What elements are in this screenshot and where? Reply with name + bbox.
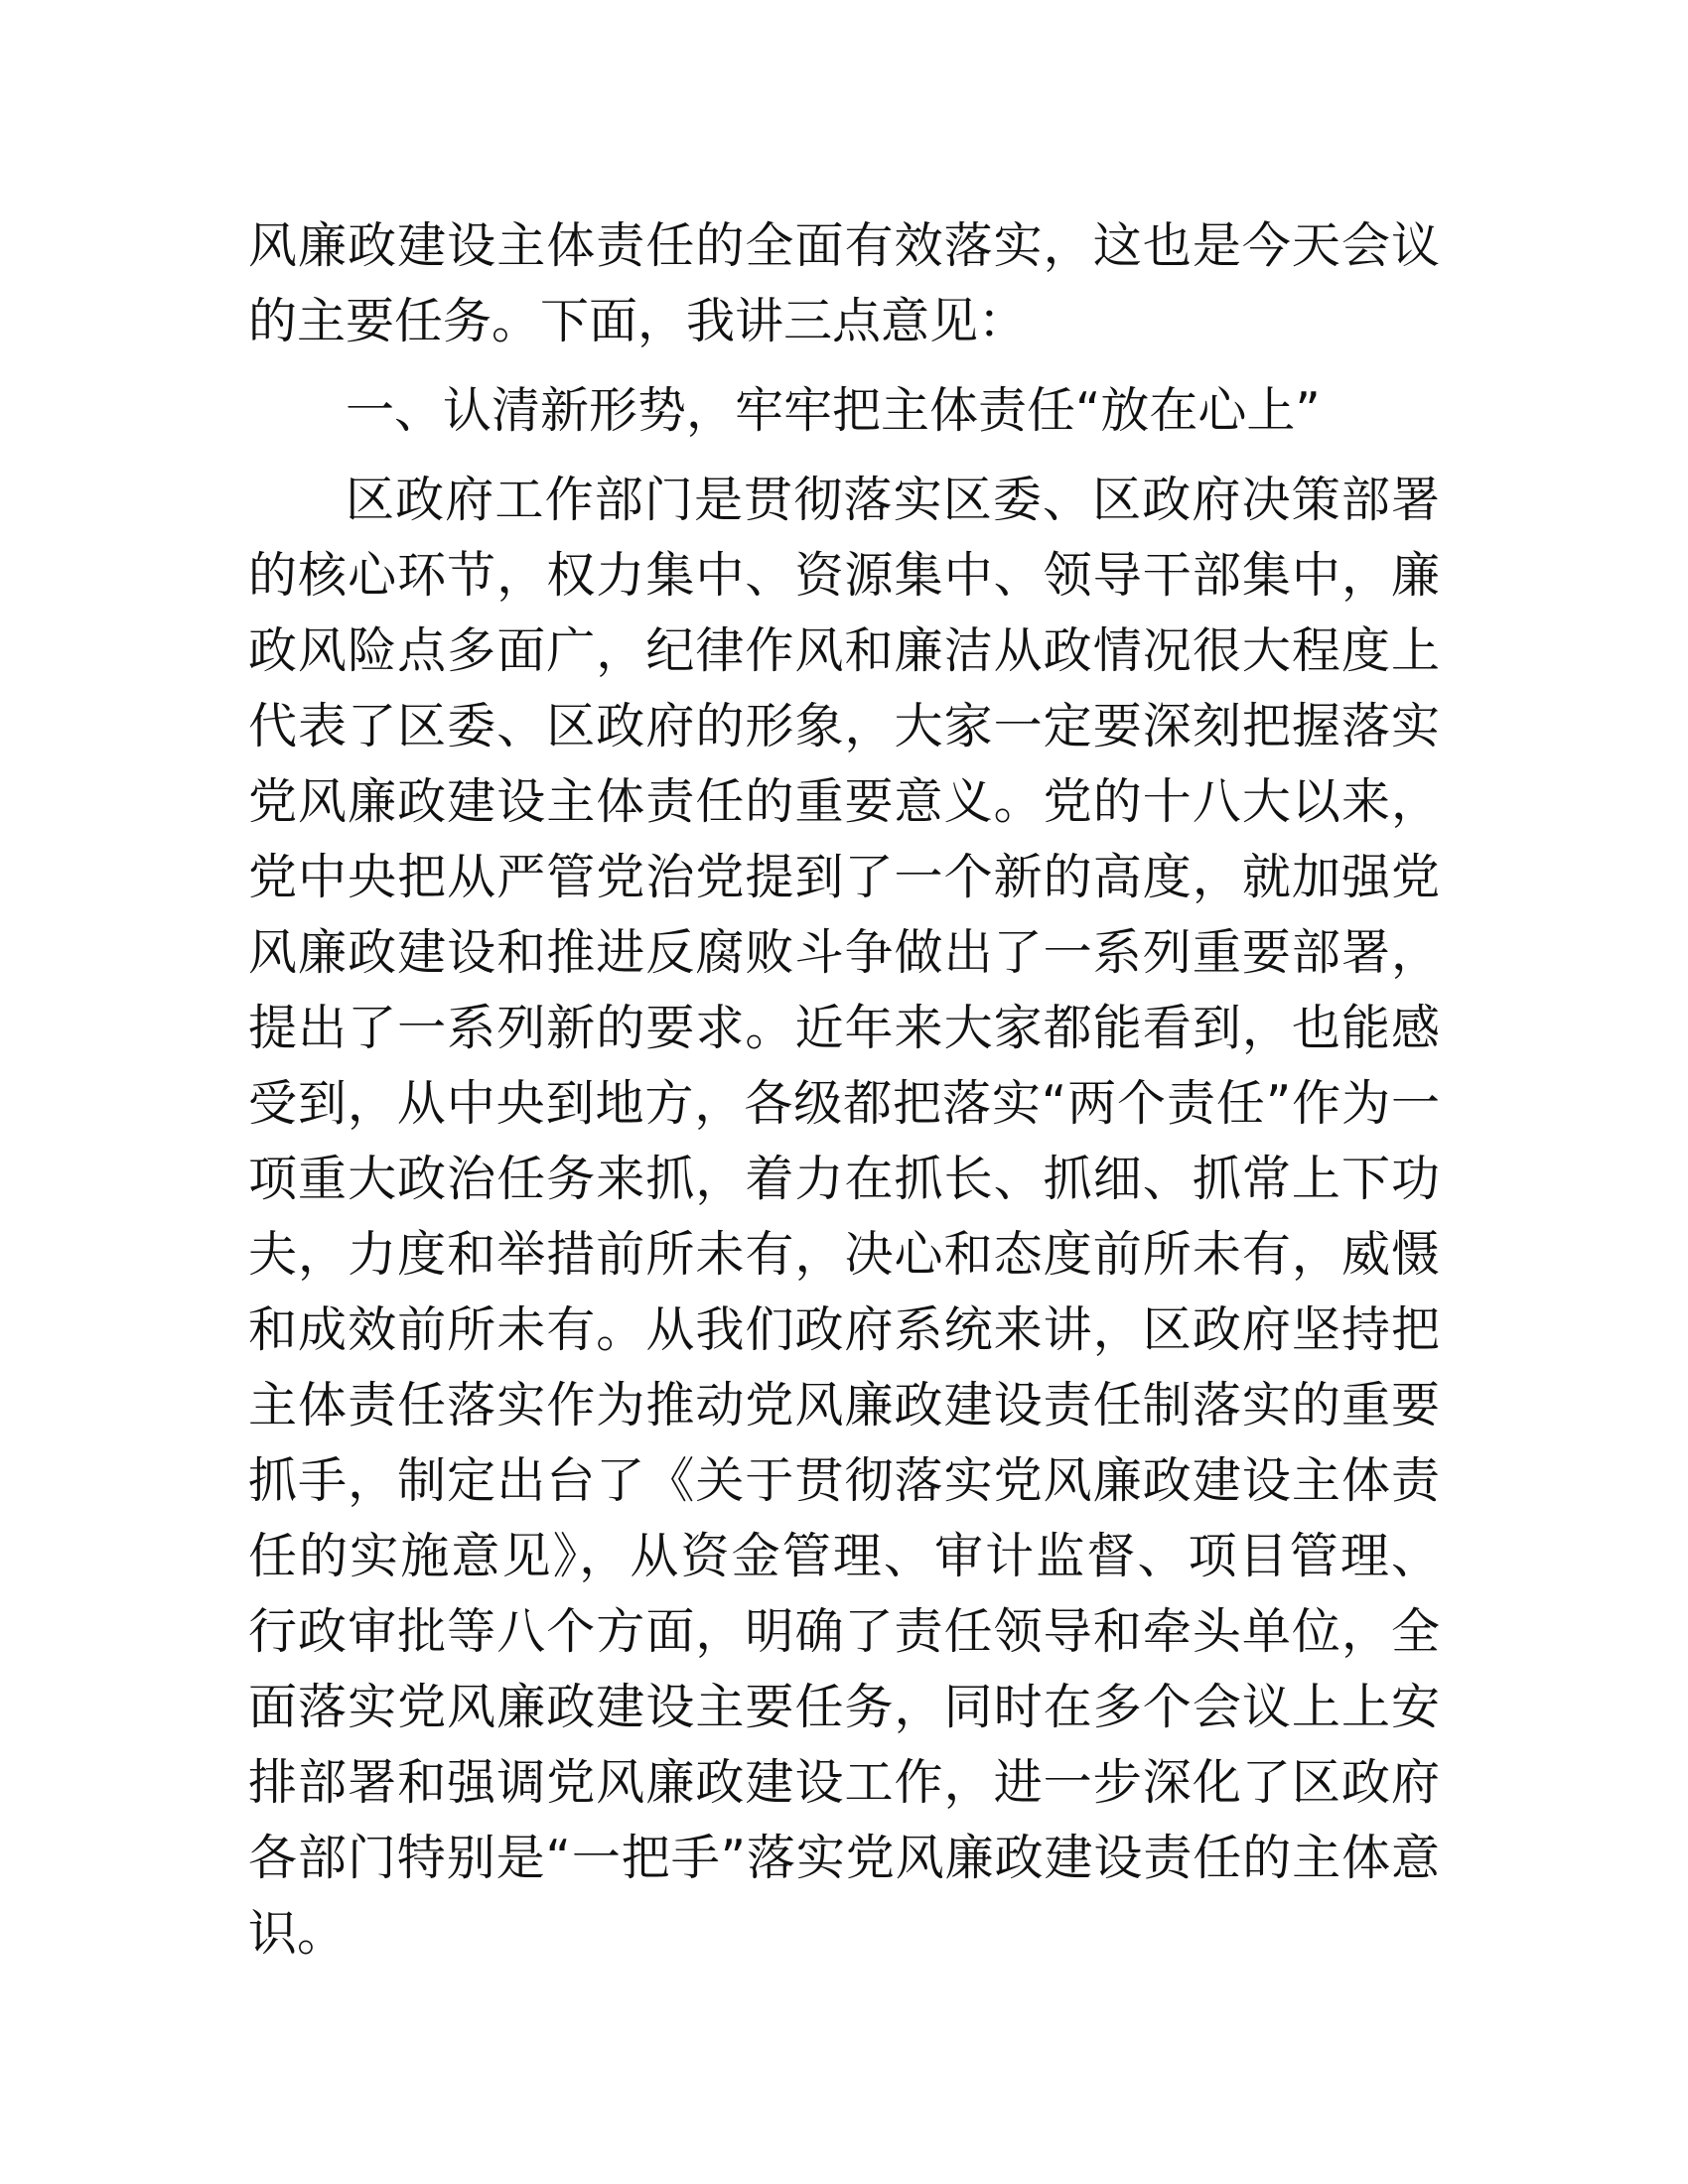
opening-paragraph: 风廉政建设主体责任的全面有效落实，这也是今天会议的主要任务。下面，我讲三点意见： [248, 217, 1440, 349]
section-heading: 一、认清新形势，牢牢把主体责任“放在心上” [346, 382, 1321, 439]
body-paragraph: 区政府工作部门是贯彻落实区委、区政府决策部署的核心环节，权力集中、资源集中、领导干部集中，廉政风险点多面广，纪律作风和廉洁从政情况很大程度上代表了区委、区政府的形象，大家一定要深刻把握落实党风廉政建设主体责任的重要意义。党的十八大以来，党中央把从严管党治党提到了一个新的高度，就加强党风廉政建设和推进反腐败斗争做出了一系列重要部署，提出了一系列新的要求。近年来大家都能看到，也能感受到，从中央到地方，各级都把落实“两个责任”作为一项重大政治任务来抓，着力在抓长、抓细、抓常上下功夫，力度和举措前所未有，决心和态度前所未有，威慑和成效前所未有。从我们政府系统来讲，区政府坚持把主体责任落实作为推动党风廉政建设责任制落实的重要抓手，制定出台了《关于贯彻落实党风廉政建设主体责任的实施意见》，从资金管理、审计监督、项目管理、行政审批等八个方面，明确了责任领导和牵头单位，全面落实党风廉政建设主要任务，同时在多个会议上上安排部署和强调党风廉政建设工作，进一步深化了区政府各部门特别是“一把手”落实党风廉政建设责任的主体意识。 [248, 472, 1440, 1962]
document-body [248, 208, 1440, 1972]
